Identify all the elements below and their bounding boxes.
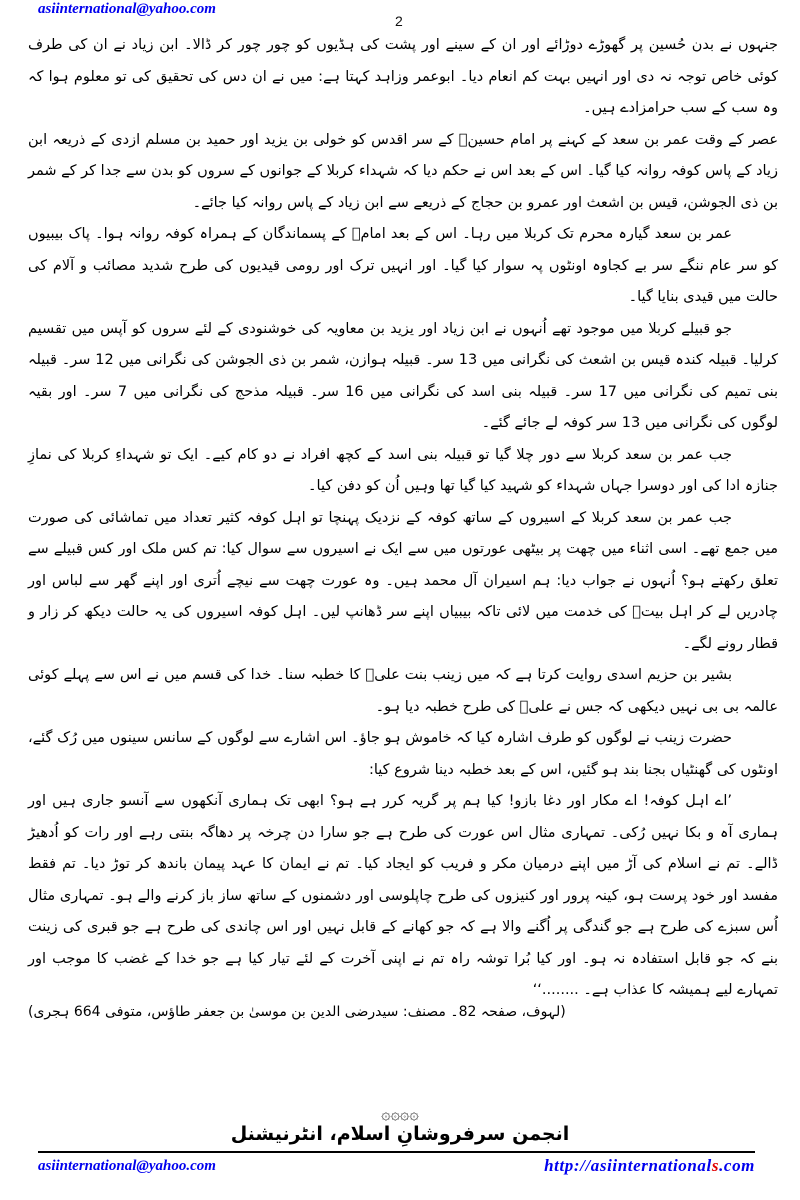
ornament-stars-icon: ۞۞۞۞ (381, 1104, 419, 1123)
paragraph: جو قبیلے کربلا میں موجود تھے اُنہوں نے ابن زیاد اور یزید بن معاویہ کی خوشنودی کے لئے سروں کو آپس میں تقسیم کرلیا۔ قبیلہ کندہ قیس بن اشعث کی نگرانی میں 13 سر۔ قبیلہ ہوازن، شمر بن ذی الجوشن کی نگرانی میں 12 سر۔ قبیلہ بنی تمیم کی نگرانی میں 17 سر۔ قبیلہ بنی اسد کی نگرانی میں 16 سر۔ قبیلہ مذحج کی نگرانی میں 7 سر۔ اور بقیہ لوگوں کی نگرانی میں 13 سر کوفہ لے جائے گئے۔ (28, 320, 779, 431)
paragraph: جب عمر بن سعد کربلا کے اسیروں کے ساتھ کوفہ کے نزدیک پہنچا تو اہل کوفہ کثیر تعداد میں تماشائی کی صورت میں جمع تھے۔ اسی اثناء میں چھت پر بیٹھی عورتوں میں سے ایک نے اسیروں سے سوال کیا: تم کس ملک اور کس قبیلے سے تعلق رکھتے ہو؟ اُنہوں نے جواب دیا: ہم اسیران آل محمد ہیں۔ وہ عورت چھت سے نیچے اُتری اور اپنے گھر سے لباس اور چادریں لے کر اہل بیتؑ کی خدمت میں لائی تاکہ بیبیاں اپنے سر ڈھانپ لیں۔ اہل کوفہ اسیروں کی یہ حالت دیکھ کر زار و قطار رونے لگے۔ (28, 509, 778, 652)
url-suffix: .com (719, 1156, 755, 1175)
header-email[interactable]: asiinternational@yahoo.com (38, 1, 216, 17)
page-number: 2 (395, 13, 403, 29)
footer-website-link[interactable] (544, 1156, 755, 1176)
paragraph: جب عمر بن سعد کربلا سے دور چلا گیا تو قبیلہ بنی اسد کے کچھ افراد نے دو کام کیے۔ ایک تو شہداءِ کربلا کی نمازِ جنازہ ادا کی اور دوسرا جہاں شہداء کو شہید کیا گیا تھا وہیں اُن کو دفن کیا۔ (28, 446, 778, 494)
paragraph: جنہوں نے بدن حُسین پر گھوڑے دوڑائے اور ان کے سینے اور پشت کی ہڈیوں کو چور چور کر ڈالا۔ ابن زیاد نے ان کی طرف کوئی خاص توجہ نہ دی اور انہیں بہت کم انعام دیا۔ ابوعمر وزاہد کہتا ہے: میں نے ان دس کی تحقیق کی تو معلوم ہوا کہ وہ سب کے سب حرامزادے ہیں۔ (28, 37, 778, 116)
organization-name: انجمن سرفروشانِ اسلام، انٹرنیشنل (230, 1123, 570, 1145)
paragraph: بشیر بن حزیم اسدی روایت کرتا ہے کہ میں زینب بنت علیؑ کا خطبہ سنا۔ خدا کی قسم میں نے اس سے پہلے کوئی عالمہ بی بی نہیں دیکھی کہ جس نے علیؑ کی طرح خطبہ دیا ہو۔ (28, 667, 778, 715)
article-body (28, 30, 778, 1037)
paragraph: عمر بن سعد گیارہ محرم تک کربلا میں رہا۔ اس کے بعد امامؑ کے پسماندگان کے ہمراہ کوفہ روانہ ہوا۔ پاک بیبیوں کو سر عام ننگے سر بے کجاوہ اونٹوں پہ سوار کیا گیا۔ اور انہیں ترک اور رومی قیدیوں کی طرح شدید مصائب و آلام کی حالت میں قیدی بنایا گیا۔ (28, 226, 778, 305)
paragraph: عصر کے وقت عمر بن سعد کے کہنے پر امام حسینؑ کے سر اقدس کو خولی بن یزید اور حمید بن مسلم ازدی کے ذریعہ ابن زیاد کے پاس کوفہ روانہ کیا گیا۔ اس کے بعد اس نے حکم دیا کہ شہداء کربلا کے جوانوں کے سروں کو بدن سے جدا کر کے شمر بن ذی الجوشن، قیس بن اشعث اور عمرو بن حجاج کے ذریعے سے ابن زیاد کے پاس روانہ کیا جائے۔ (28, 131, 778, 211)
paragraph: حضرت زینب نے لوگوں کو طرف اشارہ کیا کہ خاموش ہو جاؤ۔ اس اشارے سے لوگوں کے سانس سینوں میں رُک گئے، اونٹوں کی گھنٹیاں بجنا بند ہو گئیں، اس کے بعد خطبہ دینا شروع کیا: (28, 730, 778, 778)
footer-email-link[interactable]: asiinternational@yahoo.com (38, 1158, 216, 1174)
url-prefix: http://asiinternational (544, 1156, 712, 1175)
quote-paragraph: ’اے اہل کوفہ! اے مکار اور دغا بازو! کیا ہم پر گریہ کرر ہے ہو؟ ابھی تک ہماری آنکھوں سے آنسو جاری ہیں اور ہماری آہ و بکا نہیں رُکی۔ تمہاری مثال اس عورت کی طرح ہے جو سارا دن چرخہ پر دھاگہ بنتی رہے اور رات کو اُدھیڑ ڈالے۔ تم نے اسلام کی آڑ میں اپنے درمیان مکر و فریب کو ایجاد کیا۔ تم نے ایمان کا عہد پیمان باندھ کر توڑ دیا۔ تم فقط مفسد اور خود پرست ہو، کینہ پرور اور کنیزوں کی طرح چاپلوسی اور دشمنوں کے ساتھ ساز باز کرنے والے ہو۔ تمہاری مثال اُس سبزے کی طرح ہے جو گندگی پر اُگنے والا ہے کہ جو کھانے کے قابل نہیں اور اس چاندی کی طرح ہے جو قبری کی زینت بنے کہ جو قابل استفادہ نہ ہو۔ اور کیا بُرا توشہ راہ تم نے اپنی آخرت کے لئے تیار کیا ہے جو خدا کے غضب کا موجب اور تمہارے لیے ہمیشہ کا عذاب ہے۔ ........‘‘ (28, 793, 778, 998)
footer-divider (38, 1151, 755, 1153)
url-accent-letter: s (711, 1156, 720, 1175)
citation: (لہوف، صفحہ 82۔ مصنف: سیدرضی الدین بن موسیٰ بن جعفر طاؤس، متوفی 664 ہجری) (28, 1003, 566, 1020)
